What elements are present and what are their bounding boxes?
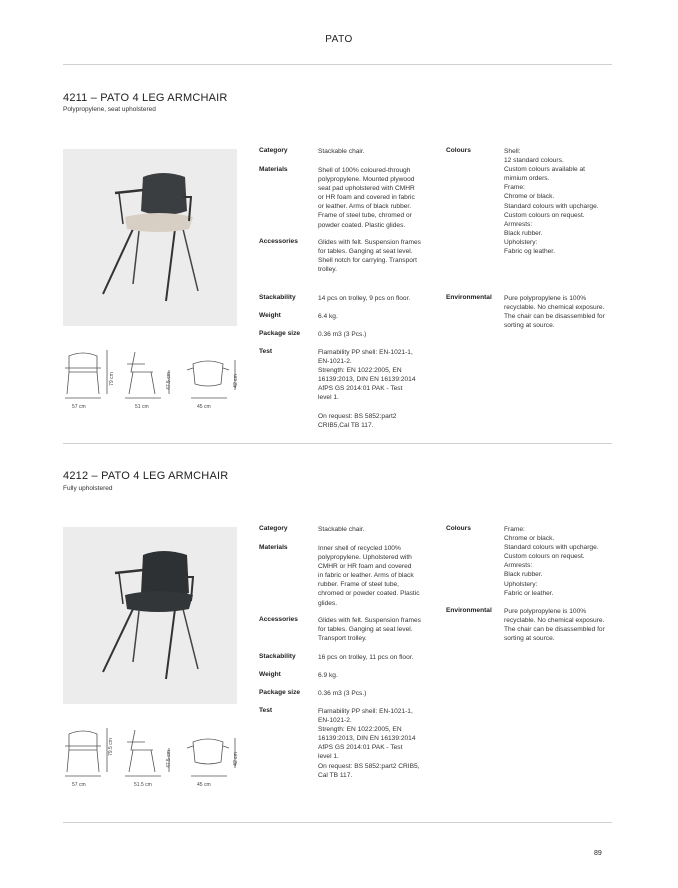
spec-value-accessories: Glides with felt. Suspension frames for tables. Ganging at seat level. Shell notch for carrying. Transport trolley. [318,239,421,274]
dimension-drawings [63,346,243,414]
spec-value-accessories: Glides with felt. Suspension frames for tables. Ganging at seat level. Transport trolley. [318,617,421,643]
spec-label-stackability: Stackability [259,653,296,660]
dim-seat-height: 47.5 cm [165,750,172,768]
spec-value-environmental: Pure polypropylene is 100% recyclable. No chemical exposure. The chair can be disassembled for sorting at source. [504,295,605,330]
spec-label-category: Category [259,147,288,154]
product-title: 4212 – PATO 4 LEG ARMCHAIR [63,470,229,482]
spec-label-package: Package size [259,330,301,337]
spec-label-accessories: Accessories [259,616,298,623]
dim-arm-height: 42 cm [232,752,239,766]
dim-side-depth: 51.5 cm [134,782,152,788]
dim-front-height: 79.5 cm [107,738,114,756]
product-subtitle: Fully upholstered [63,485,113,492]
spec-label-package: Package size [259,689,301,696]
spec-label-test: Test [259,707,273,714]
spec-value-environmental: Pure polypropylene is 100% recyclable. No chemical exposure. The chair can be disassembled for sorting at source. [504,608,605,643]
dim-side-depth: 51 cm [135,404,149,410]
dim-front-width: 57 cm [72,782,86,788]
spec-value-package: 0.36 m3 (3 Pcs.) [318,331,367,338]
spec-value-category: Stackable chair. [318,148,365,155]
spec-value-stackability: 16 pcs on trolley, 11 pcs on floor. [318,654,414,661]
product-photo [63,149,237,326]
dimension-drawings [63,724,243,792]
spec-value-category: Stackable chair. [318,526,365,533]
page-header: PATO [325,34,353,45]
spec-value-colours: Frame: Chrome or black. Standard colours with upcharge. Custom colours on request. Armrests: Black rubber. Upholstery: Fabric or leather. [504,526,599,597]
dim-arm-height: 42 cm [232,374,239,388]
divider [63,443,612,444]
product-title: 4211 – PATO 4 LEG ARMCHAIR [63,92,228,104]
spec-value-test: Flamability PP shell: EN-1021-1, EN-1021-2. Strength: EN 1022:2005, EN 16139:2013, DIN EN 16139:2014 AfPS GS 2014:01 PAK - Test level 1. On request: BS 5852:part2 CRIB5, Cal TB 117. [318,708,420,779]
dim-top-width: 45 cm [197,782,211,788]
spec-label-stackability: Stackability [259,294,296,301]
chair-image [63,527,237,704]
divider [63,822,612,823]
spec-label-category: Category [259,525,288,532]
spec-value-weight: 6.9 kg. [318,672,338,679]
spec-label-materials: Materials [259,166,288,173]
chair-image [63,149,237,326]
product-subtitle: Polypropylene, seat upholstered [63,106,156,113]
spec-value-materials: Inner shell of recycled 100% polypropylene. Upholstered with CMHR or HR foam and covered in fabric or leather. Arms of black rubber. Frame of steel tube, chromed or powder coated. Plastic glides. [318,545,420,607]
dim-seat-height: 47.5 cm [165,372,172,390]
dim-front-width: 57 cm [72,404,86,410]
divider [63,64,612,65]
spec-value-materials: Shell of 100% coloured-through polypropylene. Mounted plywood seat pad upholstered with CMHR or HR foam and covered in fabric or leather. Arms of black rubber. Frame of steel tube, chromed or powder coated. Plastic glides. [318,167,415,229]
spec-label-environmental: Environmental [446,607,492,614]
spec-label-weight: Weight [259,671,281,678]
spec-value-package: 0.36 m3 (3 Pcs.) [318,690,367,697]
dim-top-width: 45 cm [197,404,211,410]
spec-label-environmental: Environmental [446,294,492,301]
spec-value-weight: 6.4 kg. [318,313,338,320]
spec-value-stackability: 14 pcs on trolley, 9 pcs on floor. [318,295,411,302]
spec-value-test: Flamability PP shell: EN-1021-1, EN-1021-2. Strength: EN 1022:2005, EN 16139:2013, DIN EN 16139:2014 AfPS GS 2014:01 PAK - Test level 1. On request: BS 5852:part2 CRIB5,Cal TB 117. [318,349,416,429]
spec-label-weight: Weight [259,312,281,319]
spec-label-accessories: Accessories [259,238,298,245]
page-number: 89 [594,850,602,857]
product-photo [63,527,237,704]
spec-label-materials: Materials [259,544,288,551]
spec-label-test: Test [259,348,273,355]
spec-label-colours: Colours [446,147,471,154]
spec-value-colours: Shell: 12 standard colours. Custom colours available at mimium orders. Frame: Chrome or black. Standard colours with upcharge. Custom colours on request. Armrests: Black rubber. Upholstery: Fabric og leather. [504,148,599,256]
spec-label-colours: Colours [446,525,471,532]
dim-front-height: 79 cm [108,372,115,386]
